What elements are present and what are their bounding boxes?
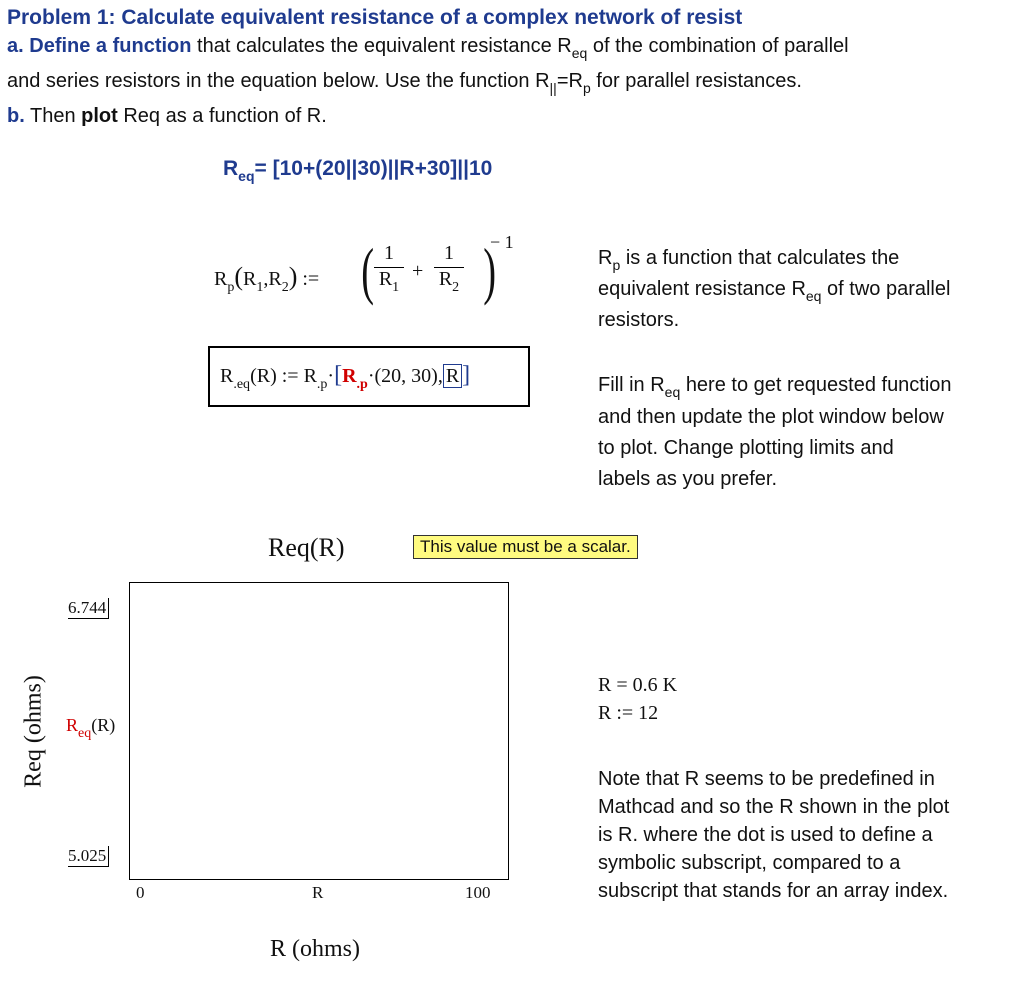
rp-note-c: equivalent resistance R xyxy=(598,278,806,300)
rp-frac1-num: 1 xyxy=(384,242,394,264)
req-equation-lhs-sub: eq xyxy=(238,168,255,184)
dot-note xyxy=(598,765,1018,905)
part-a-bold: Define a function xyxy=(29,35,192,57)
fill-note xyxy=(598,370,1018,495)
req-def-content: $R_{.eq}(R)$ := $R_{.p}\cdot[R_{.p}\cdot(20$, 30), R ] xyxy=(220,362,471,392)
req-def-outer-sub: .p xyxy=(316,377,328,392)
dot-note-4: symbolic subscript, compared to a xyxy=(598,852,901,874)
part-b-text1: Then xyxy=(29,105,76,127)
part-b-bold: plot xyxy=(81,105,118,127)
rp-frac1 xyxy=(374,242,404,295)
part-a-line2-c: for parallel resistances. xyxy=(596,70,802,92)
rp-exponent: − 1 xyxy=(490,232,514,252)
x-min-label[interactable]: 0 xyxy=(136,883,145,902)
fill-note-a: Fill in R xyxy=(598,374,665,396)
rp-note-b: is a function that calculates the xyxy=(625,247,900,269)
fill-note-d: to plot. Change plotting limits and xyxy=(598,437,894,459)
req-def-cursor-arg[interactable]: R xyxy=(443,364,462,388)
req-def-inner-sub: .p xyxy=(356,377,368,392)
rp-frac1-den: R xyxy=(378,268,393,290)
dot-note-5: subscript that stands for an array index. xyxy=(598,880,949,902)
y-min-label[interactable]: 5.025 xyxy=(68,846,109,867)
part-a-line2-b: =R xyxy=(556,70,583,92)
x-axis-label: R (ohms) xyxy=(270,936,360,962)
part-a-line2 xyxy=(7,70,802,96)
part-b-text2: Req as a function of R. xyxy=(123,105,327,127)
dot-note-2: Mathcad and so the R shown in the plot xyxy=(598,796,950,818)
plot-warning-tooltip: This value must be a scalar. xyxy=(413,535,638,559)
rp-assign: := xyxy=(302,268,320,290)
rp-arg2-sub: 2 xyxy=(281,280,289,295)
req-def-inner-args: ·(20, 30) xyxy=(367,365,438,387)
fill-note-e: labels as you prefer. xyxy=(598,468,777,490)
rp-note-d: of two parallel xyxy=(827,278,951,300)
rp-note-e: resistors. xyxy=(598,309,680,331)
rp-plus: + xyxy=(412,260,424,282)
part-a-text2: of the combination of parallel xyxy=(592,35,849,57)
req-def-name: R xyxy=(220,365,234,387)
y-expr-sub: eq xyxy=(78,726,92,741)
r-assign[interactable]: R := 12 xyxy=(598,702,659,724)
rp-note-sub: p xyxy=(612,257,621,273)
rp-name: R xyxy=(214,268,228,290)
dot-note-3: is R. where the dot is used to define a xyxy=(598,824,933,846)
fill-note-c: and then update the plot window below xyxy=(598,406,944,428)
req-def-name-sub: .eq xyxy=(233,377,251,392)
problem-title: Problem 1: Calculate equivalent resistance of a complex network of resist xyxy=(7,6,743,29)
req-equation-lhs: R xyxy=(223,157,239,180)
rp-close-paren: ) xyxy=(483,235,497,306)
part-a-line2-a: and series resistors in the equation below. Use the function R xyxy=(7,70,550,92)
y-expression[interactable] xyxy=(66,715,116,741)
rp-arg1-sub: 1 xyxy=(256,280,264,295)
rp-note xyxy=(598,243,1018,335)
rp-arg2: R xyxy=(268,268,282,290)
rp-definition-region[interactable] xyxy=(214,232,524,322)
fill-note-b: here to get requested function xyxy=(685,374,952,396)
r-value-display[interactable]: R = 0.6 K xyxy=(598,674,678,696)
req-def-outer: R xyxy=(303,365,317,387)
rp-name-sub: p xyxy=(227,280,235,295)
part-b-line xyxy=(7,105,327,128)
y-expr-arg: (R) xyxy=(91,715,116,735)
y-max-label[interactable]: 6.744 xyxy=(68,598,109,619)
part-b-label: b. xyxy=(7,105,25,127)
part-a-line1 xyxy=(7,35,849,61)
rp-open-paren: ( xyxy=(361,235,375,306)
dot-note-1: Note that R seems to be predefined in xyxy=(598,768,935,790)
rp-frac2-den-sub: 2 xyxy=(452,280,460,295)
req-definition-region[interactable] xyxy=(208,346,530,407)
y-expr-name: R xyxy=(66,715,79,735)
req-equation-rhs: = [10+(20||30)||R+30]||10 xyxy=(254,157,493,180)
x-variable[interactable]: R xyxy=(312,883,324,902)
rp-lhs: $R_p(R_1,R_2)$ := xyxy=(214,262,320,295)
req-def-assign: := xyxy=(281,365,299,387)
fill-note-sub: eq xyxy=(664,384,681,400)
rp-note-a: R xyxy=(598,247,613,269)
plot-title: Req(R) xyxy=(268,533,345,562)
r-values xyxy=(598,671,677,727)
plot-area[interactable] xyxy=(129,582,509,880)
req-equation xyxy=(223,157,493,184)
y-axis-label: Req (ohms) xyxy=(20,675,47,788)
rp-frac2 xyxy=(434,242,464,295)
part-a-sub-p: p xyxy=(582,80,591,96)
req-def-inner: R xyxy=(342,365,357,387)
x-max-label[interactable]: 100 xyxy=(465,883,491,902)
rp-frac2-den: R xyxy=(438,268,453,290)
part-a-sub-par: || xyxy=(549,80,557,96)
req-def-arg: (R) xyxy=(250,365,277,387)
part-a-text1: that calculates the equivalent resistance R xyxy=(197,35,572,57)
rp-arg1: R xyxy=(243,268,257,290)
part-a-label: a. xyxy=(7,35,24,57)
part-a-sub-eq: eq xyxy=(571,45,588,61)
rp-frac2-num: 1 xyxy=(444,242,454,264)
rp-frac1-den-sub: 1 xyxy=(392,280,400,295)
rp-note-sub2: eq xyxy=(805,288,822,304)
